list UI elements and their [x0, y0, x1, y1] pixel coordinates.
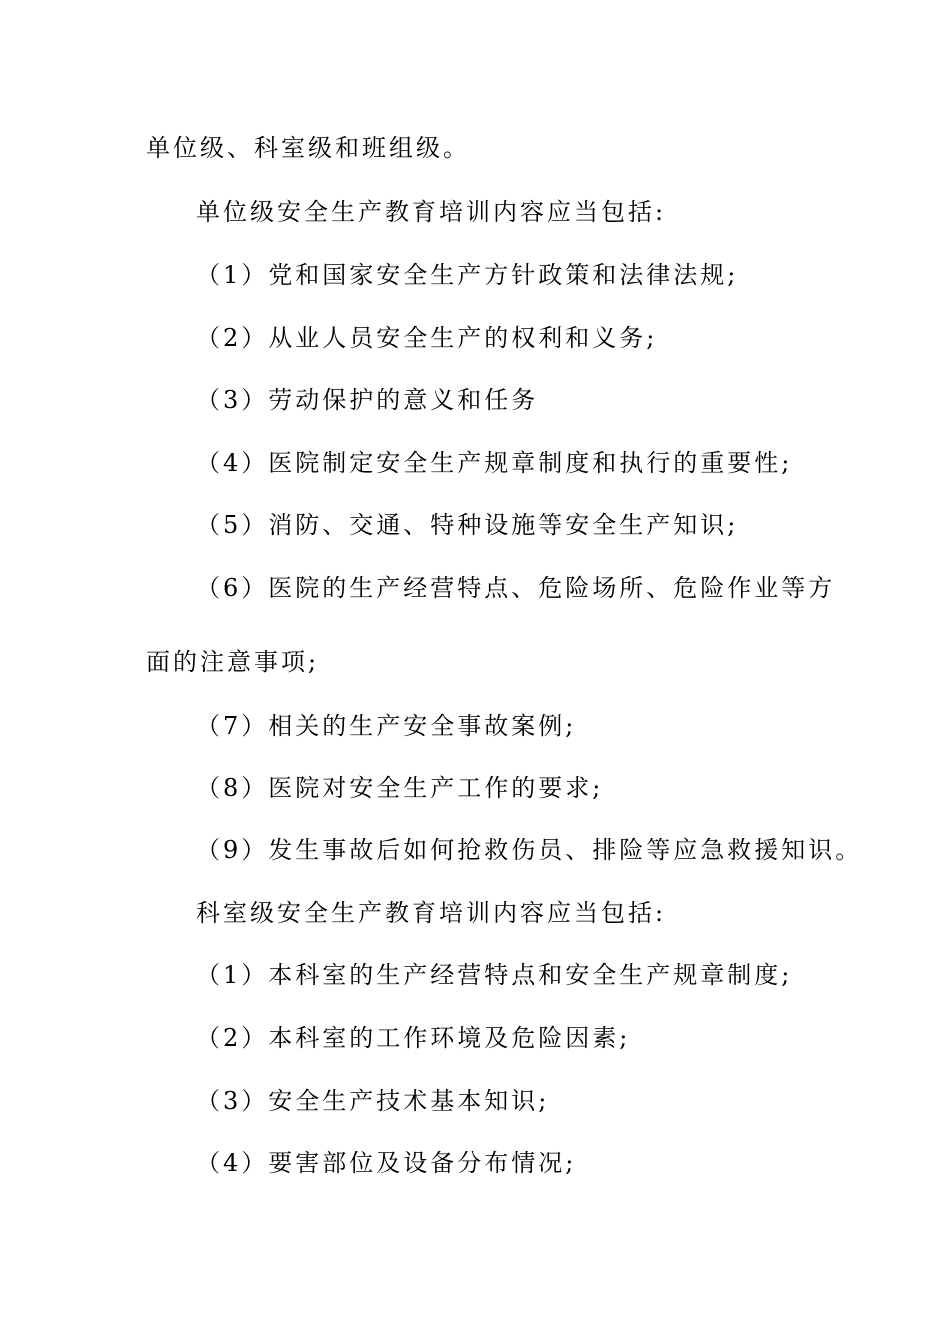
list-item: （3）劳动保护的意义和任务: [196, 386, 539, 414]
list-item: （6）医院的生产经营特点、危险场所、危险作业等方: [196, 574, 836, 602]
list-item: （1）本科室的生产经营特点和安全生产规章制度;: [196, 961, 793, 989]
list-item-continuation: 面的注意事项;: [146, 648, 320, 676]
list-item: （9）发生事故后如何抢救伤员、排险等应急救援知识。: [196, 836, 863, 864]
section-heading-department-level: 科室级安全生产教育培训内容应当包括:: [196, 899, 667, 927]
paragraph-continuation: 单位级、科室级和班组级。: [146, 134, 470, 162]
list-item: （4）医院制定安全生产规章制度和执行的重要性;: [196, 449, 793, 477]
list-item: （2）从业人员安全生产的权利和义务;: [196, 324, 658, 352]
section-heading-unit-level: 单位级安全生产教育培训内容应当包括:: [196, 198, 667, 226]
list-item: （8）医院对安全生产工作的要求;: [196, 774, 604, 802]
list-item: （4）要害部位及设备分布情况;: [196, 1149, 577, 1177]
list-item: （7）相关的生产安全事故案例;: [196, 712, 577, 740]
list-item: （3）安全生产技术基本知识;: [196, 1087, 550, 1115]
list-item: （5）消防、交通、特种设施等安全生产知识;: [196, 511, 739, 539]
list-item: （1）党和国家安全生产方针政策和法律法规;: [196, 261, 739, 289]
list-item: （2）本科室的工作环境及危险因素;: [196, 1024, 631, 1052]
